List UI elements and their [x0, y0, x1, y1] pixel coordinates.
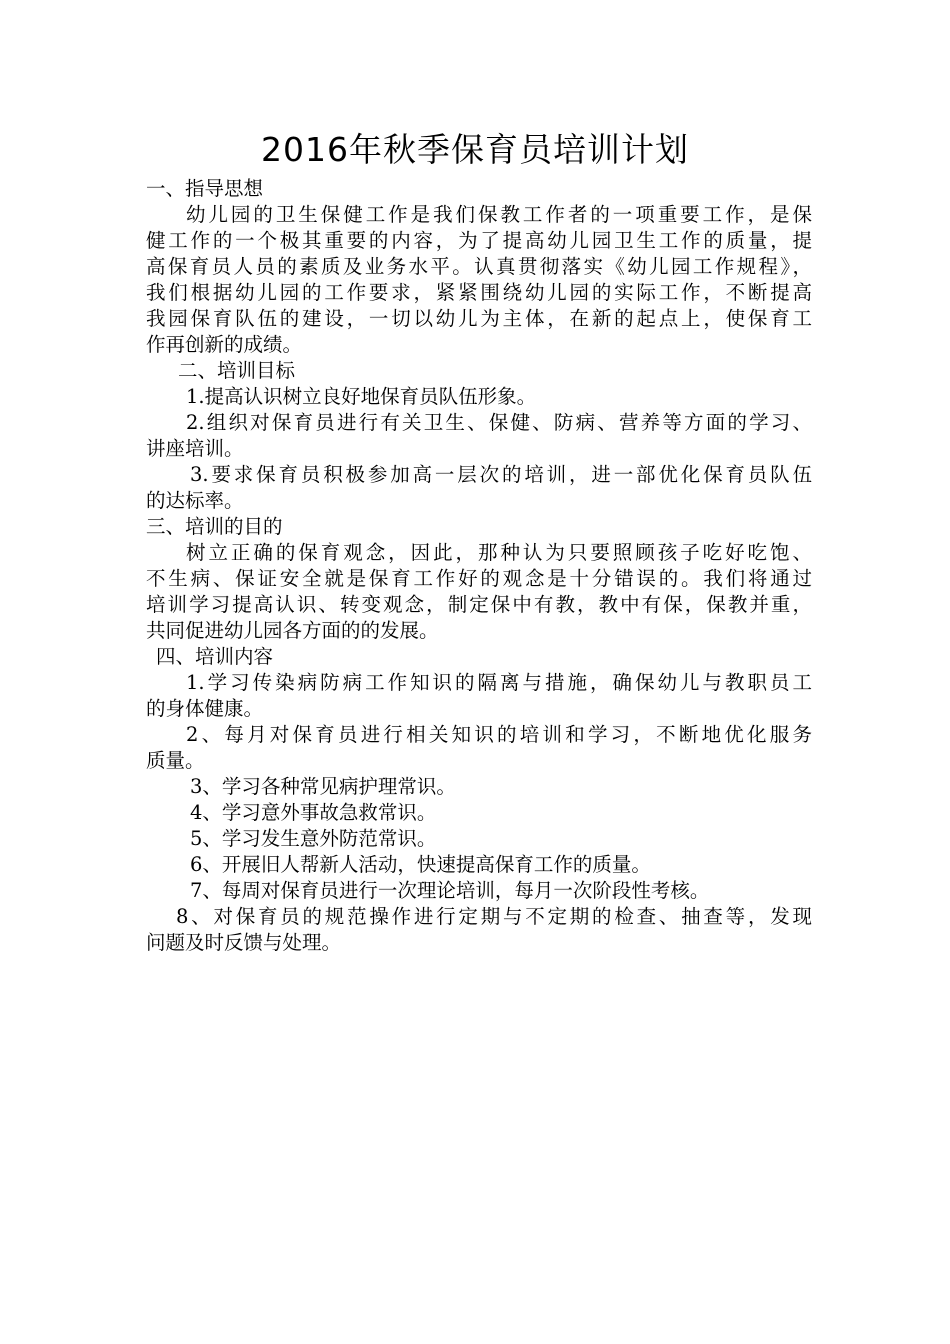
paragraph-line: 幼儿园的卫生保健工作是我们保教工作者的一项重要工作，是保 [186, 203, 812, 226]
list-item: 2、每月对保育员进行相关知识的培训和学习，不断地优化服务 [186, 723, 812, 746]
list-item: 3、学习各种常见病护理常识。 [190, 775, 456, 798]
list-item: 8、对保育员的规范操作进行定期与不定期的检查、抽查等，发现 [176, 905, 812, 928]
paragraph-line: 我园保育队伍的建设，一切以幼儿为主体，在新的起点上，使保育工 [146, 307, 812, 330]
list-item: 4、学习意外事故急救常识。 [190, 801, 437, 824]
list-item-continuation: 问题及时反馈与处理。 [146, 931, 342, 954]
list-item-continuation: 的身体健康。 [146, 697, 264, 720]
document-body [146, 176, 812, 956]
section-heading-guiding-ideology: 一、指导思想 [146, 177, 264, 200]
list-item-continuation: 讲座培训。 [146, 437, 244, 460]
document-title: 2016年秋季保育员培训计划 [261, 130, 689, 169]
list-item: 2.组织对保育员进行有关卫生、保健、防病、营养等方面的学习、 [186, 411, 812, 434]
list-item: 7、每周对保育员进行一次理论培训，每月一次阶段性考核。 [190, 879, 710, 902]
paragraph-line: 不生病、保证安全就是保育工作好的观念是十分错误的。我们将通过 [146, 567, 812, 590]
paragraph-line: 培训学习提高认识、转变观念，制定保中有教，教中有保，保教并重， [146, 593, 812, 616]
list-item: 3.要求保育员积极参加高一层次的培训，进一部优化保育员队伍 [190, 463, 812, 486]
list-item: 1.学习传染病防病工作知识的隔离与措施，确保幼儿与教职员工 [186, 671, 812, 694]
section-heading-training-content: 四、培训内容 [156, 645, 274, 668]
paragraph-line: 高保育员人员的素质及业务水平。认真贯彻落实《幼儿园工作规程》， [146, 255, 812, 278]
paragraph-line: 作再创新的成绩。 [146, 333, 303, 356]
section-heading-training-purpose: 三、培训的目的 [146, 515, 283, 538]
paragraph-line: 我们根据幼儿园的工作要求，紧紧围绕幼儿园的实际工作，不断提高 [146, 281, 812, 304]
list-item-continuation: 质量。 [146, 749, 205, 772]
list-item-continuation: 的达标率。 [146, 489, 244, 512]
paragraph-line: 健工作的一个极其重要的内容，为了提高幼儿园卫生工作的质量，提 [146, 229, 812, 252]
list-item: 6、开展旧人帮新人活动，快速提高保育工作的质量。 [190, 853, 651, 876]
list-item: 1.提高认识树立良好地保育员队伍形象。 [186, 385, 537, 408]
paragraph-line: 共同促进幼儿园各方面的的发展。 [146, 619, 439, 642]
section-heading-training-goals: 二、培训目标 [178, 359, 296, 382]
paragraph-line: 树立正确的保育观念，因此，那种认为只要照顾孩子吃好吃饱、 [186, 541, 812, 564]
list-item: 5、学习发生意外防范常识。 [190, 827, 437, 850]
